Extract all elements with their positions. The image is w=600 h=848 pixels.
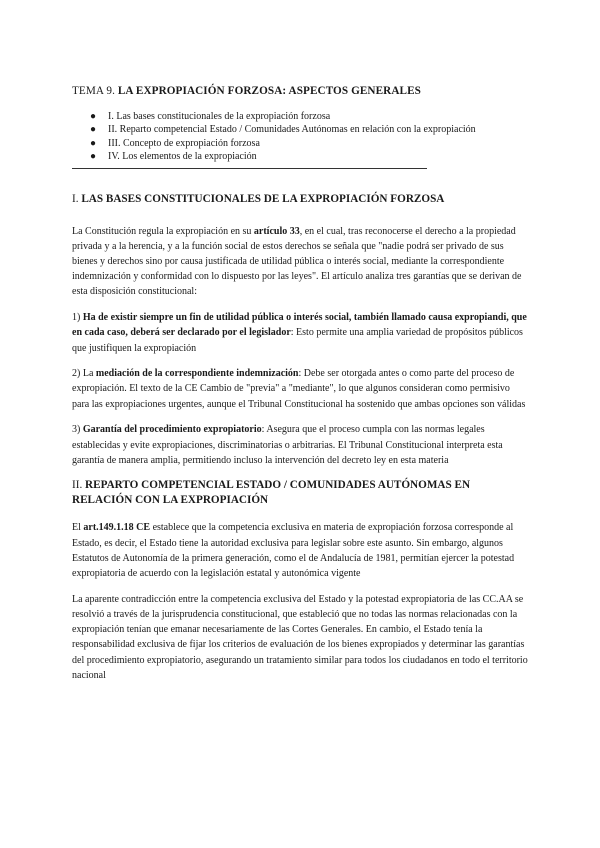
paragraph: La aparente contradicción entre la competencia exclusiva del Estado y la potestad expropiatoria de las CC.AA se resolvió a través de la jurisprudencia constitucional, que estableció que no todas las normas relacionadas con la expropiación tenían que emanar necesariamente de las Cortes Generales. En cambio, el Estado tenía la responsabilidad exclusiva de fijar los criterios de evaluación de los bienes expropiados y determinar las garantías del procedimiento expropiatorio, asegurando un tratamiento similar para todos los ciudadanos en todo el territorio nacional [72, 593, 528, 681]
document-page [72, 84, 528, 694]
toc-item: ● III. Concepto de expropiación forzosa [90, 137, 260, 149]
toc-item: ● II. Reparto competencial Estado / Comunidades Autónomas en relación con la expropiación [90, 124, 476, 136]
bullet-icon: ● [90, 124, 97, 136]
table-of-contents [72, 110, 528, 164]
section-heading: II. REPARTO COMPETENCIAL ESTADO / COMUNIDADES AUTÓNOMAS EN RELACIÓN CON LA EXPROPIACIÓN [72, 479, 471, 507]
paragraph: El art.149.1.18 CE establece que la competencia exclusiva en materia de expropiación forzosa corresponde al Estado, es decir, el Estado tiene la autoridad exclusiva para legislar sobre este asunto. Sin embargo, algunos Estatutos de Autonomía de la primera generación, como el de Andalucía de 1981, permitían ejercer la potestad expropiatoria de acuerdo con la legislación estatal y autonómica vigente [72, 522, 515, 580]
page-title [72, 84, 528, 98]
paragraph: 1) Ha de existir siempre un fin de utilidad pública o interés social, también llamado causa expropiandi, que en cada caso, deberá ser declarado por el legislador: Esto permite una amplia variedad de propósitos públicos que justifiquen la expropiación [72, 312, 527, 354]
divider [72, 168, 427, 169]
section-heading: I. LAS BASES CONSTITUCIONALES DE LA EXPROPIACIÓN FORZOSA [72, 192, 445, 205]
paragraph: 2) La mediación de la correspondiente indemnización: Debe ser otorgada antes o como parte del proceso de expropiación. El texto de la CE Cambio de "previa" a "mediante", lo que algunos consideran como permisivo para las expropiaciones urgentes, aunque el Tribunal Constitucional ha sostenido que ambas opciones son válidas [72, 368, 526, 410]
paragraph: La Constitución regula la expropiación en su artículo 33, en el cual, tras reconocerse el derecho a la propiedad privada y a la herencia, y a la función social de estos derechos se señala que "nadie podrá ser privado de sus bienes y derechos sino por causa justificada de utilidad pública o interés social, mediante la correspondiente indemnización y conformidad con lo dispuesto por las leyes". El artículo analiza tres garantías que se derivan de esta disposición constitucional: [72, 225, 522, 298]
bullet-icon: ● [90, 151, 97, 163]
bullet-icon: ● [90, 137, 97, 149]
toc-item: ● IV. Los elementos de la expropiación [90, 151, 257, 163]
toc-item: ● I. Las bases constitucionales de la expropiación forzosa [90, 111, 331, 122]
title-main: LA EXPROPIACIÓN FORZOSA: ASPECTOS GENERALES [117, 85, 421, 97]
paragraph: 3) Garantía del procedimiento expropiatorio: Asegura que el proceso cumpla con las normas legales establecidas y evite expropiaciones, discriminatorias o arbitrarias. El Tribunal Constitucional interpreta esta garantía de manera amplia, permitiendo incluso la intervención del decreto ley en esta materia [72, 424, 503, 466]
title-prefix: TEMA 9. [72, 85, 118, 97]
bullet-icon: ● [90, 111, 97, 122]
